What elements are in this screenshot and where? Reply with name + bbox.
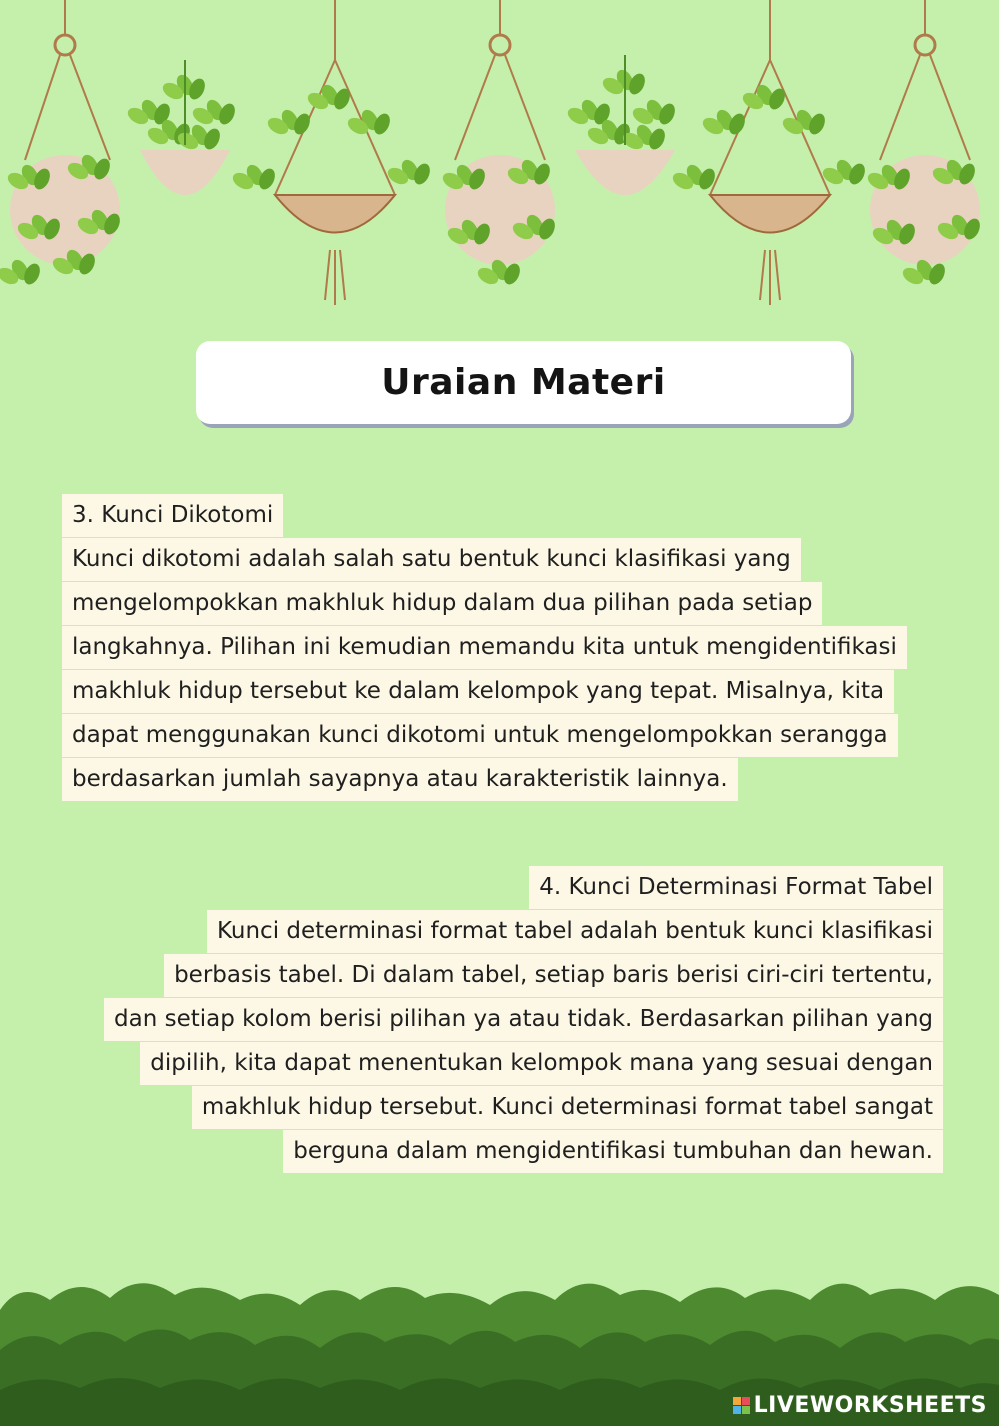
plant-7 xyxy=(865,0,983,288)
paragraph-line: Kunci dikotomi adalah salah satu bentuk kunci klasifikasi yang xyxy=(62,538,801,581)
paragraph-line: berguna dalam mengidentifikasi tumbuhan dan hewan. xyxy=(283,1130,943,1173)
section-kunci-determinasi-tabel xyxy=(53,866,943,1174)
plant-4 xyxy=(440,0,558,288)
paragraph-line: dipilih, kita dapat menentukan kelompok mana yang sesuai dengan xyxy=(140,1042,943,1085)
paragraph-line: dapat menggunakan kunci dikotomi untuk mengelompokkan serangga xyxy=(62,714,898,757)
paragraph-line: makhluk hidup tersebut. Kunci determinasi format tabel sangat xyxy=(192,1086,943,1129)
paragraph-line: berdasarkan jumlah sayapnya atau karakteristik lainnya. xyxy=(62,758,738,801)
paragraph-line: langkahnya. Pilihan ini kemudian memandu kita untuk mengidentifikasi xyxy=(62,626,907,669)
plant-6 xyxy=(670,0,868,305)
liveworksheets-logo xyxy=(733,1392,987,1418)
paragraph-line: dan setiap kolom berisi pilihan ya atau tidak. Berdasarkan pilihan yang xyxy=(104,998,943,1041)
paragraph-line: berbasis tabel. Di dalam tabel, setiap baris berisi ciri-ciri tertentu, xyxy=(164,954,943,997)
watermark-text: LIVEWORKSHEETS xyxy=(753,1392,987,1418)
liveworksheets-logo-icon xyxy=(733,1397,750,1414)
paragraph-line: mengelompokkan makhluk hidup dalam dua pilihan pada setiap xyxy=(62,582,822,625)
title-box xyxy=(196,341,851,424)
hanging-plants-illustration xyxy=(0,0,999,310)
paragraph-line: makhluk hidup tersebut ke dalam kelompok yang tepat. Misalnya, kita xyxy=(62,670,894,713)
section-heading: 4. Kunci Determinasi Format Tabel xyxy=(529,866,943,909)
page-title: Uraian Materi xyxy=(381,362,666,403)
paragraph-line: Kunci determinasi format tabel adalah bentuk kunci klasifikasi xyxy=(207,910,943,953)
plant-3 xyxy=(230,0,433,305)
plant-1 xyxy=(0,0,123,288)
section-kunci-dikotomi xyxy=(62,494,897,802)
section-heading: 3. Kunci Dikotomi xyxy=(62,494,283,537)
plant-5 xyxy=(565,55,678,195)
plant-2 xyxy=(125,60,238,195)
